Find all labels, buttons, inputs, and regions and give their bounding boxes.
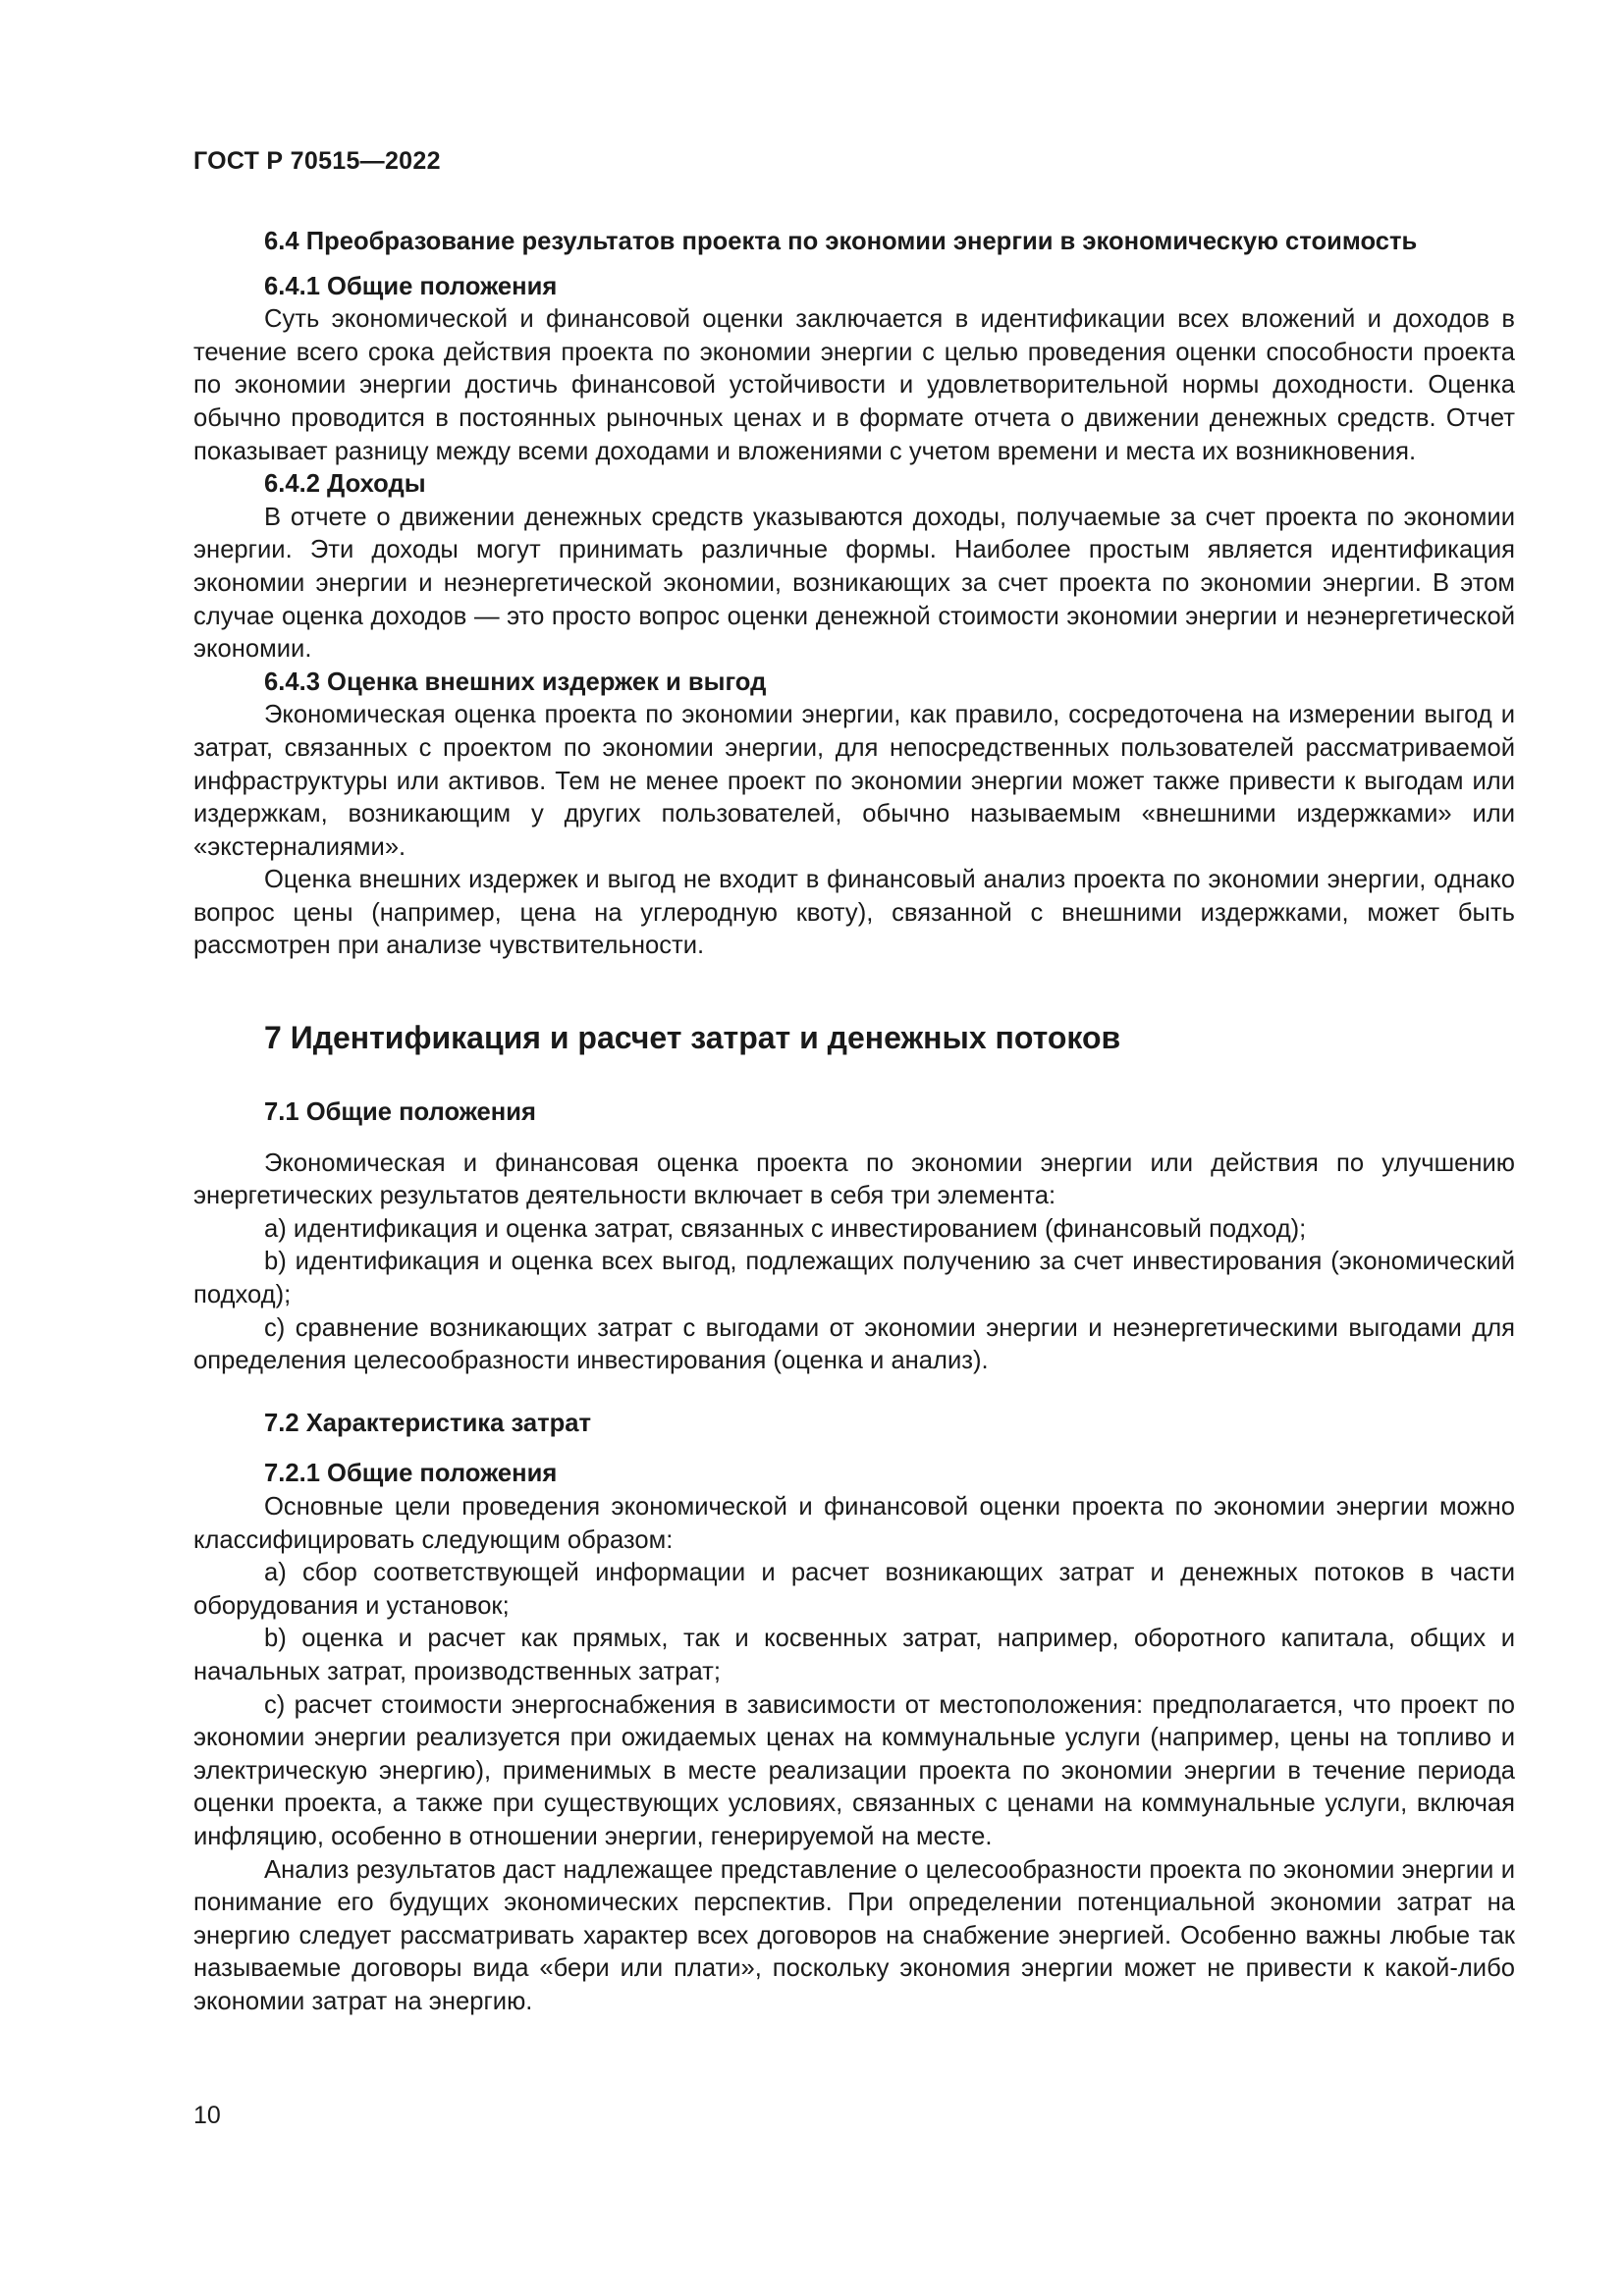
section-7-2-1-paragraph-1: Основные цели проведения экономической и финансовой оценки проекта по экономии энергии можно классифицировать следующим образом: [193,1493,1515,1554]
page-number: 10 [193,2102,221,2129]
section-7-1-item-c: c) сравнение возникающих затрат с выгодами от экономии энергии и неэнергетическими выгодами для определения целесообразности инвестирования (оценка и анализ). [193,1313,1515,1375]
section-6-4-3-title: 6.4.3 Оценка внешних издержек и выгод [264,667,767,696]
section-6-4-3-paragraph-2: Оценка внешних издержек и выгод не входит в финансовый анализ проекта по экономии энергии, однако вопрос цены (например, цена на углеродную квоту), связанной с внешними издержками, может быть рассмотрен при анализе чувствительности. [193,866,1515,960]
section-6-4-title: 6.4 Преобразование результатов проекта по экономии энергии в экономическую стоимость [264,228,1418,255]
section-7-1-title: 7.1 Общие положения [264,1098,536,1127]
page-content [193,226,1515,2019]
section-6-4-2-paragraph: В отчете о движении денежных средств указываются доходы, получаемые за счет проекта по экономии энергии. Эти доходы могут принимать различные формы. Наиболее простым является идентификация экономии энергии и неэнергетической экономии, возникающих за счет проекта по экономии энергии. В этом случае оценка доходов — это просто вопрос оценки денежной стоимости экономии энергии и неэнергетической экономии. [193,503,1515,664]
section-7-1-paragraph: Экономическая и финансовая оценка проекта по экономии энергии или действия по улучшению энергетических результатов деятельности включает в себя три элемента: [193,1148,1515,1210]
section-7-2-1-item-a: а) сбор соответствующей информации и расчет возникающих затрат и денежных потоков в части оборудования и установок; [193,1559,1515,1620]
section-6-4-1-paragraph: Суть экономической и финансовой оценки заключается в идентификации всех вложений и доходов в течение всего срока действия проекта по экономии энергии с целью проведения оценки способности проекта по экономии энергии достичь финансовой устойчивости и удовлетворительной нормы доходности. Оценка обычно проводится в постоянных рыночных ценах и в формате отчета о движении денежных средств. Отчет показывает разницу между всеми доходами и вложениями с учетом времени и места их возникновения. [193,305,1515,465]
section-6-4-3-paragraph-1: Экономическая оценка проекта по экономии энергии, как правило, сосредоточена на измерении выгод и затрат, связанных с проектом по экономии энергии, для непосредственных пользователей рассматриваемой инфраструктуры или активов. Тем не менее проект по экономии энергии может также привести к выгодам или издержкам, возникающим у других пользователей, обычно называемым «внешними издержками» или «экстерналиями». [193,701,1515,861]
section-7-2-1-title: 7.2.1 Общие положения [264,1460,558,1488]
section-7-1-item-b: b) идентификация и оценка всех выгод, подлежащих получению за счет инвестирования (экономический подход); [193,1248,1515,1309]
document-code-header: ГОСТ Р 70515—2022 [193,147,441,175]
section-7-2-1-paragraph-2: Анализ результатов даст надлежащее представление о целесообразности проекта по экономии энергии и понимание его будущих экономических перспектив. При определении потенциальной экономии затрат на энергию следует рассматривать характер всех договоров на снабжение энергией. Особенно важны любые так называемые договоры вида «бери или плати», поскольку экономия энергии может не привести к какой-либо экономии затрат на энергию. [193,1855,1515,2015]
section-7-1-item-a: а) идентификация и оценка затрат, связанных с инвестированием (финансовый подход); [264,1214,1307,1243]
section-7-2-title: 7.2 Характеристика затрат [264,1409,592,1437]
section-6-4-1-title: 6.4.1 Общие положения [264,272,558,300]
section-7-title: 7 Идентификация и расчет затрат и денежных потоков [264,1020,1121,1056]
section-6-4-2-title: 6.4.2 Доходы [264,470,426,499]
section-7-2-1-item-c: c) расчет стоимости энергоснабжения в зависимости от местоположения: предполагается, что проект по экономии энергии реализуется при ожидаемых ценах на коммунальные услуги (например, цены на топливо и электрическую энергию), применимых в месте реализации проекта по экономии энергии в течение периода оценки проекта, а также при существующих условиях, связанных с ценами на коммунальные услуги, включая инфляцию, особенно в отношении энергии, генерируемой на месте. [193,1690,1515,1850]
section-7-2-1-item-b: b) оценка и расчет как прямых, так и косвенных затрат, например, оборотного капитала, общих и начальных затрат, производственных затрат; [193,1625,1515,1685]
